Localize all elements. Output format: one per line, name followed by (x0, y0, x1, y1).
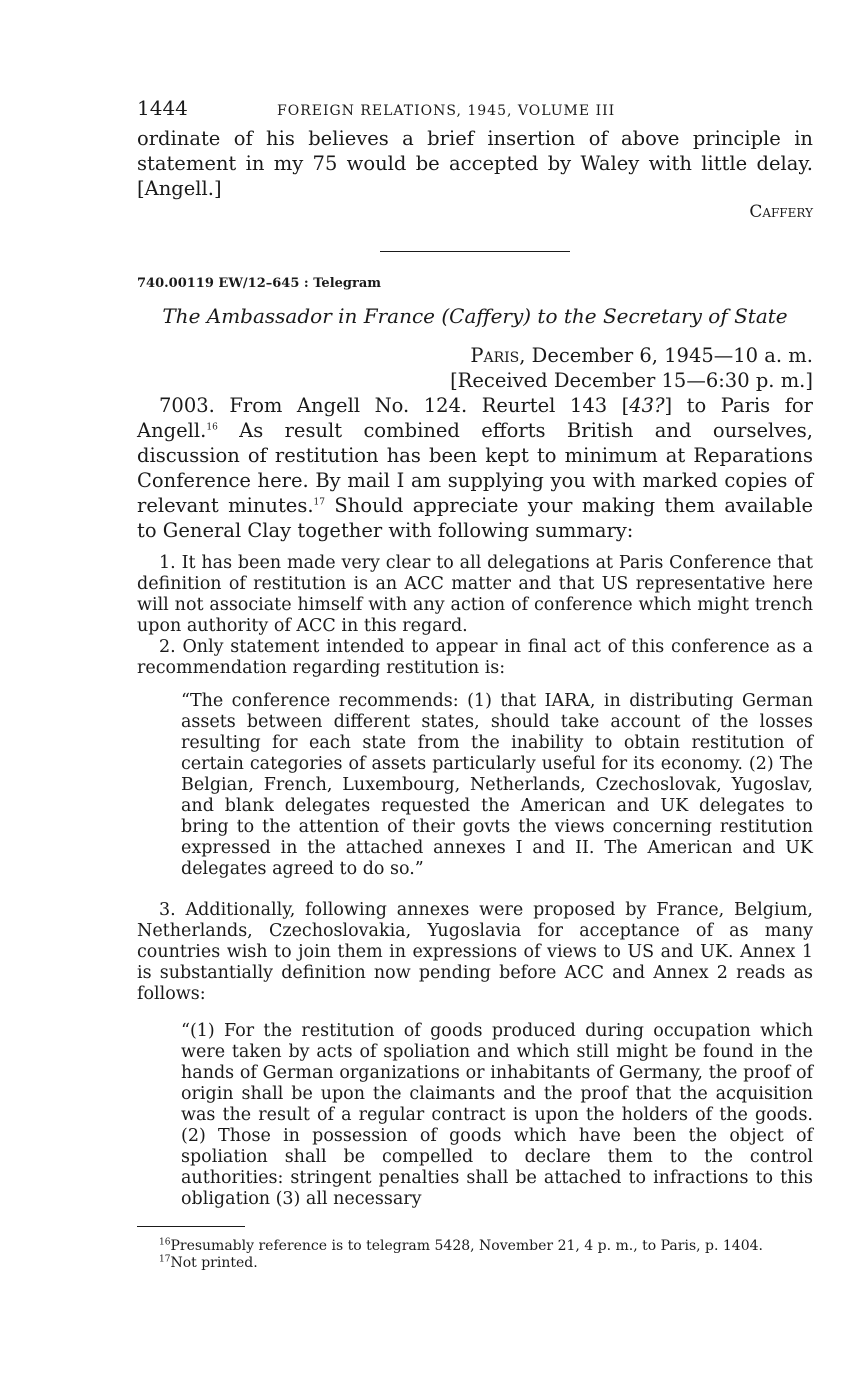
section-divider (380, 251, 570, 252)
place-date (137, 343, 813, 368)
opening-part-1: 7003. From Angell No. 124. Reurtel 143 [ (159, 394, 630, 417)
signature: Caffery (749, 202, 813, 222)
page-number: 1444 (137, 96, 188, 120)
footnote-text: Presumably reference is to telegram 5428, November 21, 4 p. m., to Paris, p. 1404. (170, 1238, 763, 1254)
document-title: The Ambassador in France (Caffery) to the Secretary of State (162, 304, 788, 328)
footnote-ref-17: 17 (313, 497, 325, 508)
place: Paris (470, 344, 520, 367)
footnote-marker: 16 (159, 1237, 171, 1248)
footnote-17 (137, 1255, 813, 1272)
quoted-recommendation: “The conference recommends: (1) that IARA, in distributing German assets between different states, should take account of the losses resulting for each state from the inability to obtain restitution of certain categories of assets particularly useful for its economy. (2) The Belgian, French, Luxembourg, Netherlands, Czechoslovak, Yugoslav, and blank delegates requested the American and UK delegates to bring to the attention of their govts the views concerning restitution expressed in the attached annexes I and II. The American and UK delegates agreed to do so.” (181, 691, 813, 879)
footnote-ref-16: 16 (206, 422, 218, 433)
date: , December 6, 1945—10 a. m. (519, 344, 813, 367)
bracketed-emendation: 43? (629, 394, 665, 417)
previous-document-closing: ordinate of his believes a brief insertion of above principle in statement in my 75 would be accepted by Waley with little delay. [Angell.] (137, 127, 813, 200)
running-title: FOREIGN RELATIONS, 1945, VOLUME III (277, 103, 616, 119)
footnotes (137, 1238, 813, 1272)
file-number: 740.00119 EW/12–645 : Telegram (137, 276, 382, 291)
footnote-rule (137, 1226, 245, 1227)
numbered-item-1: 1. It has been made very clear to all delegations at Paris Conference that definition of restitution is an ACC matter and that US representative here will not associate himself with any action of conference which might trench upon authority of ACC in this regard. (137, 553, 813, 636)
footnote-16 (137, 1238, 813, 1255)
opening-part-3: As result combined efforts British and ourselves, discussion of restitution has been kept to minimum at Reparations Conference here. By mail I am supplying you with marked copies of relevant minutes. (137, 419, 813, 517)
quoted-annex-2: “(1) For the restitution of goods produced during occupation which were taken by acts of spoliation and which still might be found in the hands of German organizations or inhabitants of Germany, the proof of origin shall be upon the claimants and the proof that the acquisition was the result of a regular contract is upon the holders of the goods. (2) Those in possession of goods which have been the object of spoliation shall be compelled to declare them to the control authorities: stringent penalties shall be attached to infractions to this obligation (3) all necessary (181, 1021, 813, 1209)
numbered-item-3: 3. Additionally, following annexes were proposed by France, Belgium, Netherlands, Czechoslovakia, Yugoslavia for acceptance of as many countries wish to join them in expressions of views to US and UK. Annex 1 is substantially definition now pending before ACC and Annex 2 reads as follows: (137, 900, 813, 1004)
footnote-marker: 17 (159, 1254, 171, 1265)
opening-paragraph (137, 393, 813, 543)
opening-part-2: ] to Paris for Angell. (137, 394, 813, 442)
dateline (137, 343, 813, 393)
received-line: [Received December 15—6:30 p. m.] (450, 369, 813, 392)
footnote-text: Not printed. (170, 1255, 258, 1271)
running-head (137, 96, 813, 126)
opening-part-4: Should appreciate your making them available to General Clay together with following summary: (137, 494, 813, 542)
document-page (137, 96, 813, 1272)
numbered-item-2: 2. Only statement intended to appear in final act of this conference as a recommendation regarding restitution is: (137, 637, 813, 678)
